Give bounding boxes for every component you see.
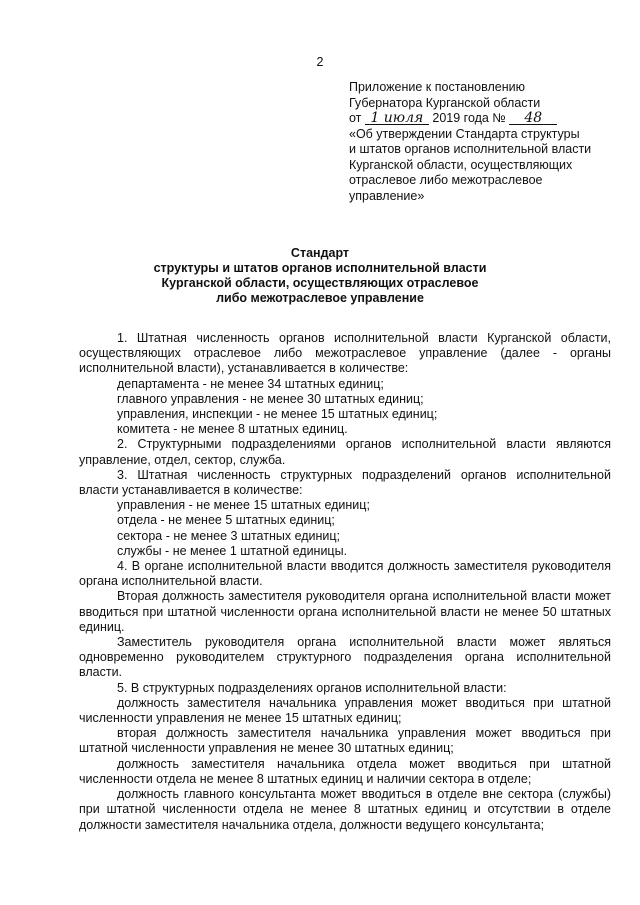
- title-line: структуры и штатов органов исполнительной власти: [153, 261, 487, 275]
- appendix-line: отраслевое либо межотраслевое: [349, 173, 543, 187]
- appendix-line: «Об утверждении Стандарта структуры: [349, 126, 580, 141]
- handwritten-number: 48: [509, 112, 557, 125]
- paragraph-5c: должность заместителя начальника отдела может вводиться при штатной численности отдела не менее 8 штатных единиц и наличии сектора в отделе;: [79, 756, 611, 786]
- paragraph-4: 4. В органе исполнительной власти вводится должность заместителя руководителя органа исполнительной власти.: [79, 559, 611, 589]
- list-item: службы - не менее 1 штатной единицы.: [117, 543, 348, 558]
- appendix-line: Губернатора Курганской области: [349, 95, 541, 110]
- appendix-header: [349, 80, 624, 204]
- document-body: [79, 331, 611, 833]
- date-prefix: от: [349, 111, 362, 125]
- page-number: 2: [316, 55, 324, 69]
- list-item: отдела - не менее 5 штатных единиц;: [117, 513, 335, 528]
- list-item: департамента - не менее 34 штатных единиц;: [117, 376, 384, 391]
- paragraph-4a: Вторая должность заместителя руководителя органа исполнительной власти может вводиться при штатной численности органа исполнительной власти не менее 50 штатных единиц.: [79, 589, 611, 634]
- appendix-date-line: [349, 111, 624, 127]
- paragraph-5: 5. В структурных подразделениях органов исполнительной власти:: [117, 680, 507, 695]
- list-item: главного управления - не менее 30 штатных единиц;: [117, 391, 424, 406]
- title-line: Курганской области, осуществляющих отраслевое: [161, 276, 479, 290]
- appendix-line: и штатов органов исполнительной власти: [349, 142, 592, 156]
- list-item: сектора - не менее 3 штатных единиц;: [117, 528, 341, 543]
- paragraph-5d: должность главного консультанта может вводиться в отделе вне сектора (службы) при штатной численности отдела не менее 8 штатных единиц и отсутствии в отделе должности заместителя начальника отдела, должности ведущего консультанта;: [79, 787, 611, 832]
- title-line: Стандарт: [290, 246, 350, 260]
- document-title: [0, 246, 640, 306]
- paragraph-5b: вторая должность заместителя начальника управления может вводиться при штатной численности управления не менее 30 штатных единиц;: [79, 726, 611, 756]
- paragraph-4b: Заместитель руководителя органа исполнительной власти может являться одновременно руководителем структурного подразделения органа исполнительной власти.: [79, 635, 611, 680]
- list-item: управления - не менее 15 штатных единиц;: [117, 498, 370, 513]
- year-text: 2019 года №: [432, 111, 506, 125]
- paragraph-3: 3. Штатная численность структурных подразделений органов исполнительной власти устанавливается в количестве:: [79, 467, 611, 498]
- paragraph-5a: должность заместителя начальника управления может вводиться при штатной численности управления не менее 15 штатных единиц;: [79, 695, 611, 726]
- paragraph-1: 1. Штатная численность органов исполнительной власти Курганской области, осуществляющих отраслевое либо межотраслевое управление (далее - органы исполнительной власти), устанавливается в количестве:: [79, 331, 611, 376]
- list-item: комитета - не менее 8 штатных единиц.: [117, 422, 348, 437]
- handwritten-date: 1 июля: [365, 112, 429, 125]
- appendix-line: Приложение к постановлению: [349, 80, 525, 94]
- title-line: либо межотраслевое управление: [216, 291, 424, 305]
- paragraph-2: 2. Структурными подразделениями органов исполнительной власти являются управление, отдел, сектор, служба.: [79, 437, 611, 467]
- appendix-line: управление»: [349, 188, 425, 203]
- appendix-line: Курганской области, осуществляющих: [349, 157, 573, 172]
- list-item: управления, инспекции - не менее 15 штатных единиц;: [117, 407, 438, 422]
